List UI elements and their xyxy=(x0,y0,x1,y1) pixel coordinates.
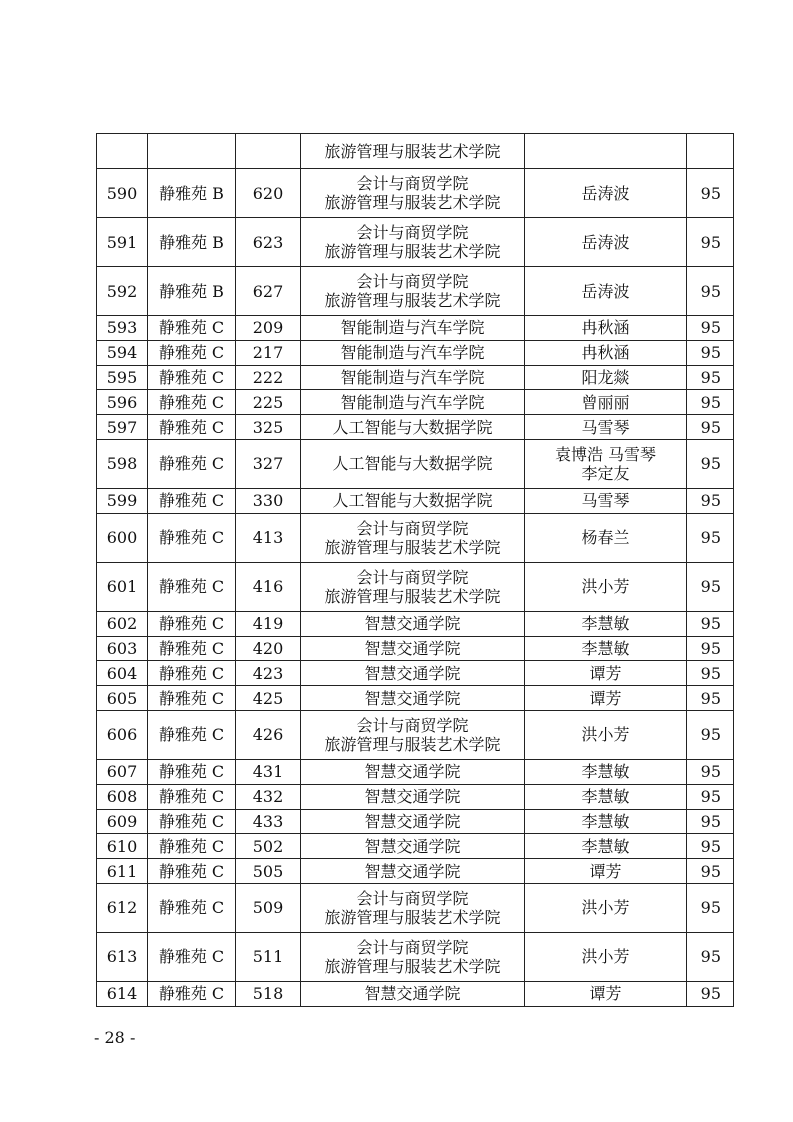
college-line: 旅游管理与服装艺术学院 xyxy=(324,291,501,310)
building-cell: 静雅苑 C xyxy=(148,834,236,859)
table-row xyxy=(97,932,734,981)
college-line: 旅游管理与服装艺术学院 xyxy=(324,141,501,161)
score-cell: 95 xyxy=(687,636,734,661)
teacher-cell xyxy=(525,611,687,636)
table-row xyxy=(97,415,734,440)
building-cell: 静雅苑 C xyxy=(148,932,236,981)
teacher-line: 曾丽丽 xyxy=(581,392,630,412)
room-cell: 620 xyxy=(236,169,301,218)
building-cell: 静雅苑 B xyxy=(148,267,236,316)
teacher-cell xyxy=(525,316,687,341)
teacher-cell xyxy=(525,488,687,513)
college-line: 人工智能与大数据学院 xyxy=(332,454,493,474)
teacher-cell xyxy=(525,883,687,932)
teacher-cell xyxy=(525,218,687,267)
score-cell: 95 xyxy=(687,883,734,932)
teacher-cell xyxy=(525,686,687,711)
college-cell xyxy=(301,267,525,316)
college-line: 智能制造与汽车学院 xyxy=(340,367,485,387)
teacher-line: 李慧敏 xyxy=(581,787,630,807)
college-line: 会计与商贸学院 xyxy=(356,518,469,538)
room-cell: 627 xyxy=(236,267,301,316)
room-cell: 425 xyxy=(236,686,301,711)
college-line: 智慧交通学院 xyxy=(364,688,461,708)
college-line: 智慧交通学院 xyxy=(364,861,461,881)
room-cell: 502 xyxy=(236,834,301,859)
building-cell: 静雅苑 C xyxy=(148,611,236,636)
teacher-line: 李慧敏 xyxy=(581,836,630,856)
college-line: 智慧交通学院 xyxy=(364,787,461,807)
building-cell: 静雅苑 C xyxy=(148,859,236,884)
college-cell xyxy=(301,134,525,169)
row-number: 600 xyxy=(97,513,148,562)
college-cell xyxy=(301,834,525,859)
college-line: 旅游管理与服装艺术学院 xyxy=(324,907,501,927)
room-cell: 518 xyxy=(236,981,301,1006)
building-cell: 静雅苑 C xyxy=(148,981,236,1006)
teacher-cell xyxy=(525,390,687,415)
building-cell: 静雅苑 C xyxy=(148,686,236,711)
college-cell xyxy=(301,686,525,711)
building-cell: 静雅苑 B xyxy=(148,169,236,218)
college-line: 旅游管理与服装艺术学院 xyxy=(324,956,501,976)
teacher-cell xyxy=(525,169,687,218)
college-cell xyxy=(301,809,525,834)
teacher-cell xyxy=(525,932,687,981)
room-cell: 325 xyxy=(236,415,301,440)
teacher-line: 岳涛波 xyxy=(581,281,630,301)
college-cell xyxy=(301,562,525,611)
room-cell: 222 xyxy=(236,365,301,390)
teacher-line: 袁博浩 马雪琴 xyxy=(554,444,657,464)
college-cell xyxy=(301,636,525,661)
score-cell: 95 xyxy=(687,981,734,1006)
table-row xyxy=(97,809,734,834)
score-cell: 95 xyxy=(687,169,734,218)
room-cell: 511 xyxy=(236,932,301,981)
building-cell: 静雅苑 C xyxy=(148,784,236,809)
score-cell: 95 xyxy=(687,784,734,809)
score-cell: 95 xyxy=(687,267,734,316)
college-cell xyxy=(301,981,525,1006)
row-number: 608 xyxy=(97,784,148,809)
room-cell: 419 xyxy=(236,611,301,636)
building-cell: 静雅苑 C xyxy=(148,759,236,784)
teacher-line: 马雪琴 xyxy=(581,491,630,511)
score-cell: 95 xyxy=(687,218,734,267)
building-cell: 静雅苑 C xyxy=(148,390,236,415)
room-cell: 432 xyxy=(236,784,301,809)
teacher-cell xyxy=(525,636,687,661)
teacher-line: 李慧敏 xyxy=(581,614,630,634)
row-number: 613 xyxy=(97,932,148,981)
college-line: 旅游管理与服装艺术学院 xyxy=(324,586,501,606)
teacher-line: 阳龙燚 xyxy=(581,367,630,387)
teacher-cell xyxy=(525,365,687,390)
room-cell: 509 xyxy=(236,883,301,932)
college-cell xyxy=(301,390,525,415)
room-cell: 431 xyxy=(236,759,301,784)
row-number: 605 xyxy=(97,686,148,711)
college-line: 会计与商贸学院 xyxy=(356,272,469,291)
college-cell xyxy=(301,859,525,884)
room-cell xyxy=(236,134,301,169)
room-cell: 416 xyxy=(236,562,301,611)
teacher-cell xyxy=(525,340,687,365)
college-cell xyxy=(301,883,525,932)
college-line: 旅游管理与服装艺术学院 xyxy=(324,734,501,754)
table-row xyxy=(97,636,734,661)
teacher-line: 冉秋涵 xyxy=(581,343,630,363)
table-row xyxy=(97,169,734,218)
building-cell xyxy=(148,134,236,169)
teacher-line: 李慧敏 xyxy=(581,811,630,831)
row-number: 614 xyxy=(97,981,148,1006)
dormitory-table xyxy=(96,133,734,1007)
row-number: 612 xyxy=(97,883,148,932)
teacher-cell xyxy=(525,661,687,686)
table-row xyxy=(97,390,734,415)
table-body xyxy=(97,134,734,1007)
teacher-line: 洪小芳 xyxy=(581,947,630,967)
row-number: 595 xyxy=(97,365,148,390)
college-line: 智慧交通学院 xyxy=(364,811,461,831)
college-cell xyxy=(301,513,525,562)
building-cell: 静雅苑 C xyxy=(148,661,236,686)
teacher-cell xyxy=(525,759,687,784)
teacher-line: 洪小芳 xyxy=(581,725,630,745)
room-cell: 330 xyxy=(236,488,301,513)
college-line: 智慧交通学院 xyxy=(364,614,461,634)
building-cell: 静雅苑 C xyxy=(148,809,236,834)
row-number: 594 xyxy=(97,340,148,365)
table-row xyxy=(97,981,734,1006)
table-row xyxy=(97,134,734,169)
college-cell xyxy=(301,759,525,784)
teacher-line: 谭芳 xyxy=(589,984,622,1004)
table-row xyxy=(97,267,734,316)
college-line: 旅游管理与服装艺术学院 xyxy=(324,193,501,212)
room-cell: 413 xyxy=(236,513,301,562)
row-number xyxy=(97,134,148,169)
score-cell: 95 xyxy=(687,415,734,440)
score-cell xyxy=(687,134,734,169)
table-row xyxy=(97,611,734,636)
college-cell xyxy=(301,932,525,981)
row-number: 606 xyxy=(97,710,148,759)
college-cell xyxy=(301,169,525,218)
table-row xyxy=(97,218,734,267)
building-cell: 静雅苑 C xyxy=(148,316,236,341)
table-row xyxy=(97,316,734,341)
row-number: 602 xyxy=(97,611,148,636)
row-number: 596 xyxy=(97,390,148,415)
room-cell: 420 xyxy=(236,636,301,661)
row-number: 603 xyxy=(97,636,148,661)
college-line: 智慧交通学院 xyxy=(364,663,461,683)
score-cell: 95 xyxy=(687,809,734,834)
college-line: 智慧交通学院 xyxy=(364,762,461,782)
teacher-cell xyxy=(525,859,687,884)
teacher-line: 洪小芳 xyxy=(581,577,630,597)
table-row xyxy=(97,365,734,390)
college-cell xyxy=(301,784,525,809)
row-number: 592 xyxy=(97,267,148,316)
building-cell: 静雅苑 C xyxy=(148,562,236,611)
teacher-cell xyxy=(525,439,687,488)
college-line: 会计与商贸学院 xyxy=(356,937,469,957)
college-line: 会计与商贸学院 xyxy=(356,715,469,735)
teacher-cell xyxy=(525,710,687,759)
room-cell: 505 xyxy=(236,859,301,884)
score-cell: 95 xyxy=(687,834,734,859)
college-line: 旅游管理与服装艺术学院 xyxy=(324,537,501,557)
teacher-cell xyxy=(525,834,687,859)
row-number: 611 xyxy=(97,859,148,884)
table-row xyxy=(97,883,734,932)
college-line: 人工智能与大数据学院 xyxy=(332,417,493,437)
table-row xyxy=(97,686,734,711)
teacher-line: 李慧敏 xyxy=(581,762,630,782)
score-cell: 95 xyxy=(687,859,734,884)
score-cell: 95 xyxy=(687,661,734,686)
college-cell xyxy=(301,365,525,390)
teacher-line: 杨春兰 xyxy=(581,528,630,548)
teacher-line: 岳涛波 xyxy=(581,183,630,203)
table-row xyxy=(97,834,734,859)
row-number: 601 xyxy=(97,562,148,611)
building-cell: 静雅苑 C xyxy=(148,488,236,513)
building-cell: 静雅苑 C xyxy=(148,710,236,759)
score-cell: 95 xyxy=(687,932,734,981)
college-line: 会计与商贸学院 xyxy=(356,223,469,242)
college-line: 会计与商贸学院 xyxy=(356,567,469,587)
teacher-line: 谭芳 xyxy=(589,861,622,881)
college-line: 旅游管理与服装艺术学院 xyxy=(324,242,501,261)
score-cell: 95 xyxy=(687,365,734,390)
teacher-line: 李慧敏 xyxy=(581,638,630,658)
building-cell: 静雅苑 C xyxy=(148,415,236,440)
row-number: 609 xyxy=(97,809,148,834)
building-cell: 静雅苑 C xyxy=(148,439,236,488)
building-cell: 静雅苑 C xyxy=(148,365,236,390)
score-cell: 95 xyxy=(687,759,734,784)
table-row xyxy=(97,710,734,759)
table-row xyxy=(97,513,734,562)
college-cell xyxy=(301,415,525,440)
college-line: 智慧交通学院 xyxy=(364,984,461,1004)
score-cell: 95 xyxy=(687,488,734,513)
college-line: 智能制造与汽车学院 xyxy=(340,392,485,412)
college-cell xyxy=(301,316,525,341)
score-cell: 95 xyxy=(687,340,734,365)
room-cell: 225 xyxy=(236,390,301,415)
table-row xyxy=(97,340,734,365)
college-line: 智慧交通学院 xyxy=(364,638,461,658)
table-row xyxy=(97,562,734,611)
college-cell xyxy=(301,488,525,513)
teacher-line: 谭芳 xyxy=(589,663,622,683)
row-number: 607 xyxy=(97,759,148,784)
building-cell: 静雅苑 C xyxy=(148,883,236,932)
table-row xyxy=(97,859,734,884)
college-cell xyxy=(301,661,525,686)
score-cell: 95 xyxy=(687,562,734,611)
college-cell xyxy=(301,439,525,488)
score-cell: 95 xyxy=(687,390,734,415)
table-row xyxy=(97,661,734,686)
building-cell: 静雅苑 B xyxy=(148,218,236,267)
room-cell: 623 xyxy=(236,218,301,267)
page-number: - 28 - xyxy=(94,1028,136,1047)
row-number: 599 xyxy=(97,488,148,513)
teacher-line: 冉秋涵 xyxy=(581,318,630,338)
score-cell: 95 xyxy=(687,513,734,562)
table-row xyxy=(97,488,734,513)
college-cell xyxy=(301,611,525,636)
room-cell: 433 xyxy=(236,809,301,834)
teacher-cell xyxy=(525,134,687,169)
score-cell: 95 xyxy=(687,611,734,636)
teacher-cell xyxy=(525,809,687,834)
row-number: 597 xyxy=(97,415,148,440)
row-number: 593 xyxy=(97,316,148,341)
score-cell: 95 xyxy=(687,710,734,759)
teacher-line: 岳涛波 xyxy=(581,232,630,252)
teacher-line: 李定友 xyxy=(581,463,630,483)
college-line: 智能制造与汽车学院 xyxy=(340,343,485,363)
score-cell: 95 xyxy=(687,686,734,711)
table-row xyxy=(97,784,734,809)
teacher-line: 谭芳 xyxy=(589,688,622,708)
row-number: 610 xyxy=(97,834,148,859)
table-row xyxy=(97,759,734,784)
table-row xyxy=(97,439,734,488)
teacher-cell xyxy=(525,562,687,611)
teacher-cell xyxy=(525,513,687,562)
teacher-cell xyxy=(525,981,687,1006)
row-number: 590 xyxy=(97,169,148,218)
college-cell xyxy=(301,218,525,267)
building-cell: 静雅苑 C xyxy=(148,340,236,365)
college-cell xyxy=(301,340,525,365)
teacher-line: 马雪琴 xyxy=(581,417,630,437)
row-number: 604 xyxy=(97,661,148,686)
score-cell: 95 xyxy=(687,316,734,341)
teacher-line: 洪小芳 xyxy=(581,898,630,918)
college-line: 人工智能与大数据学院 xyxy=(332,491,493,511)
teacher-cell xyxy=(525,784,687,809)
row-number: 598 xyxy=(97,439,148,488)
building-cell: 静雅苑 C xyxy=(148,513,236,562)
college-line: 会计与商贸学院 xyxy=(356,888,469,908)
row-number: 591 xyxy=(97,218,148,267)
teacher-cell xyxy=(525,267,687,316)
building-cell: 静雅苑 C xyxy=(148,636,236,661)
teacher-cell xyxy=(525,415,687,440)
room-cell: 423 xyxy=(236,661,301,686)
college-line: 会计与商贸学院 xyxy=(356,174,469,193)
college-cell xyxy=(301,710,525,759)
college-line: 智慧交通学院 xyxy=(364,836,461,856)
room-cell: 327 xyxy=(236,439,301,488)
room-cell: 217 xyxy=(236,340,301,365)
room-cell: 426 xyxy=(236,710,301,759)
college-line: 智能制造与汽车学院 xyxy=(340,318,485,338)
score-cell: 95 xyxy=(687,439,734,488)
room-cell: 209 xyxy=(236,316,301,341)
